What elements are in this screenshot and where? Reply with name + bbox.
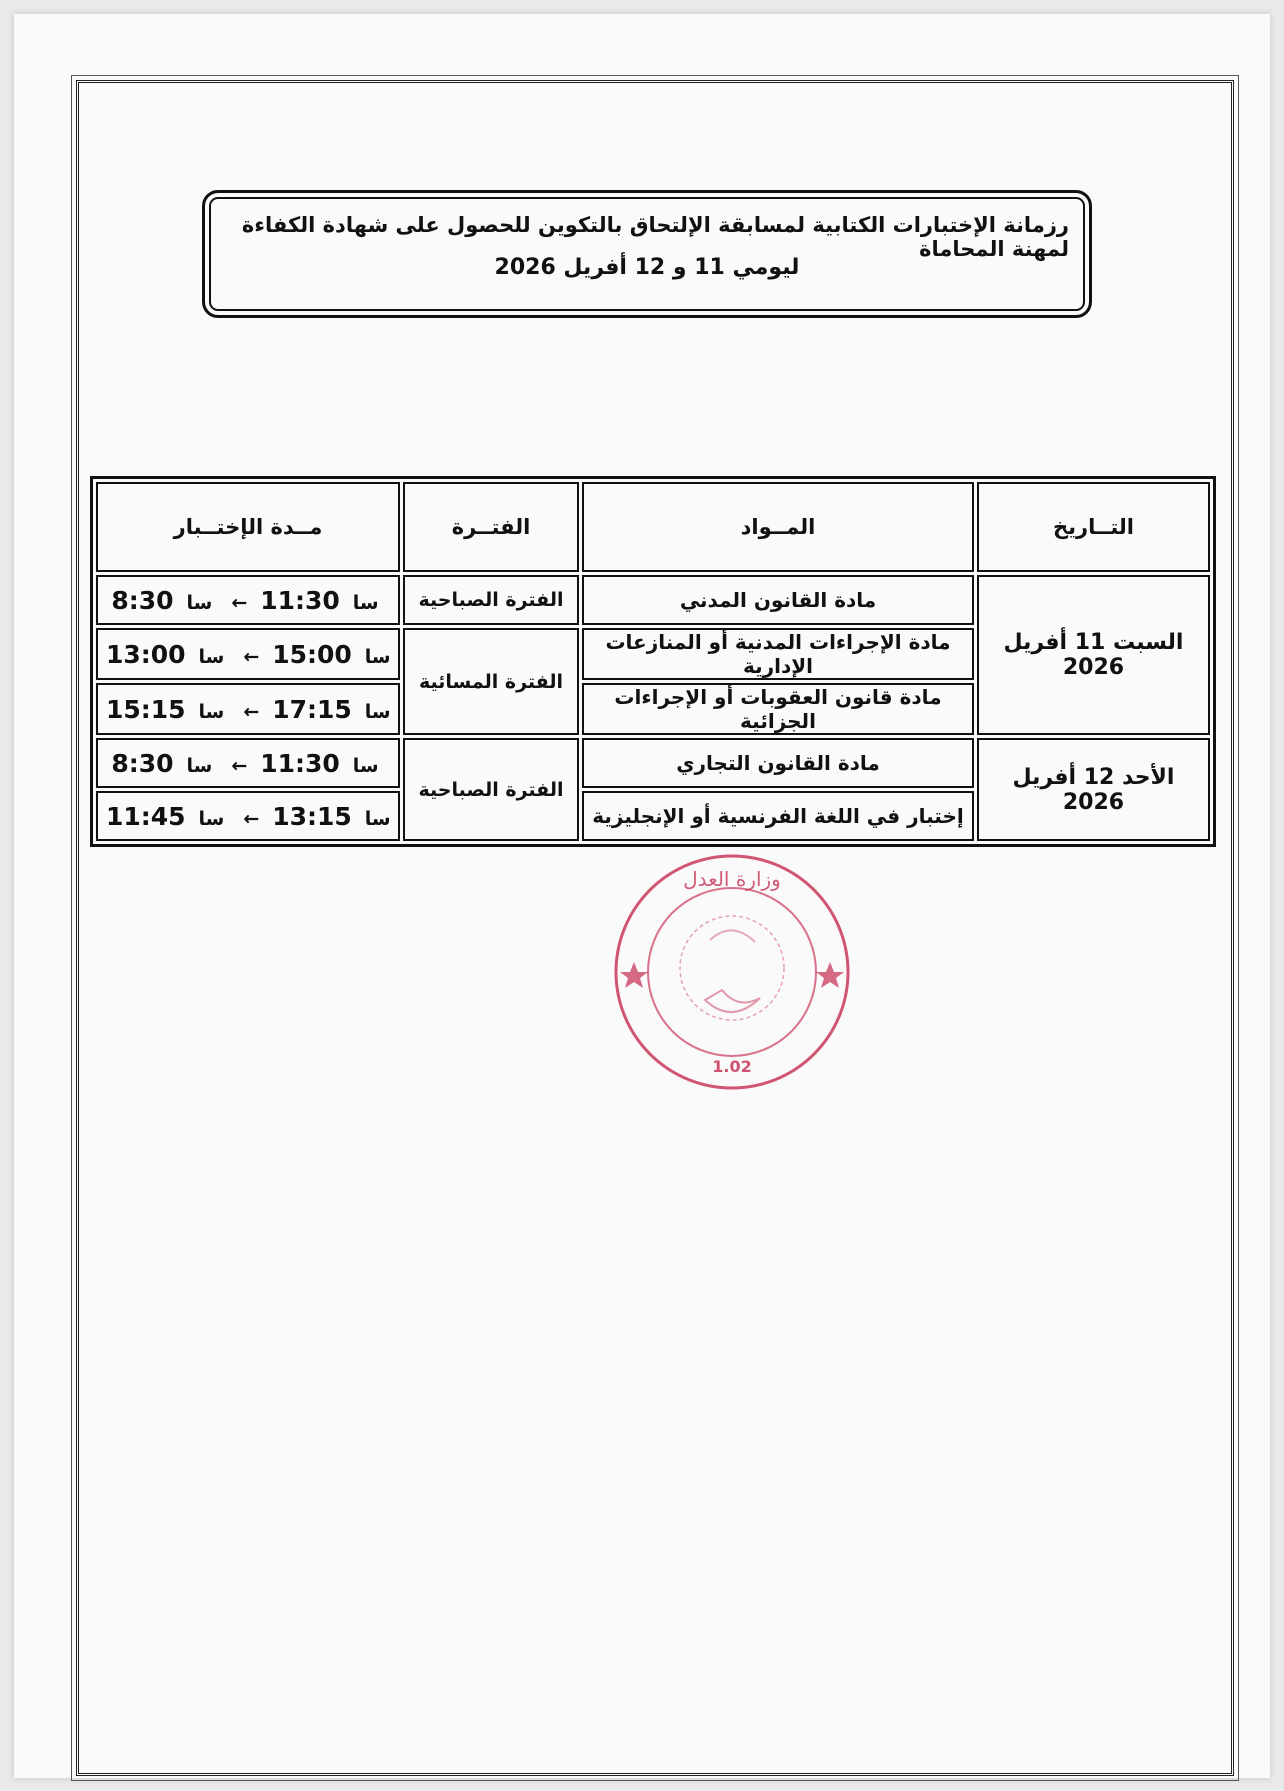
start-time: 8:30 — [111, 585, 174, 615]
arrow-icon: ← — [231, 754, 248, 777]
document-page — [14, 14, 1270, 1778]
header-date: التــاريخ — [977, 482, 1210, 572]
end-time: 17:15 — [272, 694, 352, 724]
stamp-text: وزارة العدل — [683, 867, 781, 891]
hour-unit: سا — [198, 645, 225, 668]
start-time: 8:30 — [111, 748, 174, 778]
document-title: رزمانة الإختبارات الكتابية لمسابقة الإلتحاق بالتكوين للحصول على شهادة الكفاءة لمهنة المحاماة — [241, 213, 1069, 261]
hour-unit: سا — [186, 591, 213, 614]
table-header-row — [96, 482, 1210, 572]
table-row — [96, 575, 1210, 625]
time-cell — [96, 628, 400, 680]
period-cell-evening: الفترة المسائية — [403, 628, 579, 735]
arrow-icon: ← — [243, 700, 260, 723]
time-cell — [96, 791, 400, 841]
end-time: 13:15 — [272, 801, 352, 831]
stamp-code: 1.02 — [712, 1057, 752, 1076]
time-cell — [96, 683, 400, 735]
hour-unit: سا — [352, 754, 379, 777]
hour-unit: سا — [186, 754, 213, 777]
title-box — [202, 190, 1092, 318]
document-subtitle: ليومي 11 و 12 أفريل 2026 — [494, 255, 800, 280]
period-cell-morning: الفترة الصباحية — [403, 738, 579, 841]
date-cell-day1: السبت 11 أفريل 2026 — [977, 575, 1210, 735]
hour-unit: سا — [198, 700, 225, 723]
header-subjects: المــواد — [582, 482, 974, 572]
ministry-stamp — [610, 850, 854, 1094]
star-icon — [816, 962, 844, 988]
table-row — [96, 738, 1210, 788]
star-icon — [620, 962, 648, 988]
end-time: 11:30 — [260, 748, 340, 778]
hour-unit: سا — [364, 807, 391, 830]
arrow-icon: ← — [243, 807, 260, 830]
time-cell — [96, 738, 400, 788]
time-cell — [96, 575, 400, 625]
header-duration: مــدة الإختــبار — [96, 482, 400, 572]
hour-unit: سا — [364, 645, 391, 668]
start-time: 11:45 — [106, 801, 186, 831]
arrow-icon: ← — [243, 645, 260, 668]
hour-unit: سا — [352, 591, 379, 614]
hour-unit: سا — [364, 700, 391, 723]
arrow-icon: ← — [231, 591, 248, 614]
subject-cell: مادة الإجراءات المدنية أو المنازعات الإدارية — [582, 628, 974, 680]
exam-schedule-table — [90, 476, 1216, 847]
end-time: 15:00 — [272, 639, 352, 669]
subject-cell: إختبار في اللغة الفرنسية أو الإنجليزية — [582, 791, 974, 841]
subject-cell: مادة قانون العقوبات أو الإجراءات الجزائية — [582, 683, 974, 735]
start-time: 13:00 — [106, 639, 186, 669]
hour-unit: سا — [198, 807, 225, 830]
subject-cell: مادة القانون المدني — [582, 575, 974, 625]
header-period: الفتــرة — [403, 482, 579, 572]
end-time: 11:30 — [260, 585, 340, 615]
period-cell-morning: الفترة الصباحية — [403, 575, 579, 625]
start-time: 15:15 — [106, 694, 186, 724]
subject-cell: مادة القانون التجاري — [582, 738, 974, 788]
date-cell-day2: الأحد 12 أفريل 2026 — [977, 738, 1210, 841]
